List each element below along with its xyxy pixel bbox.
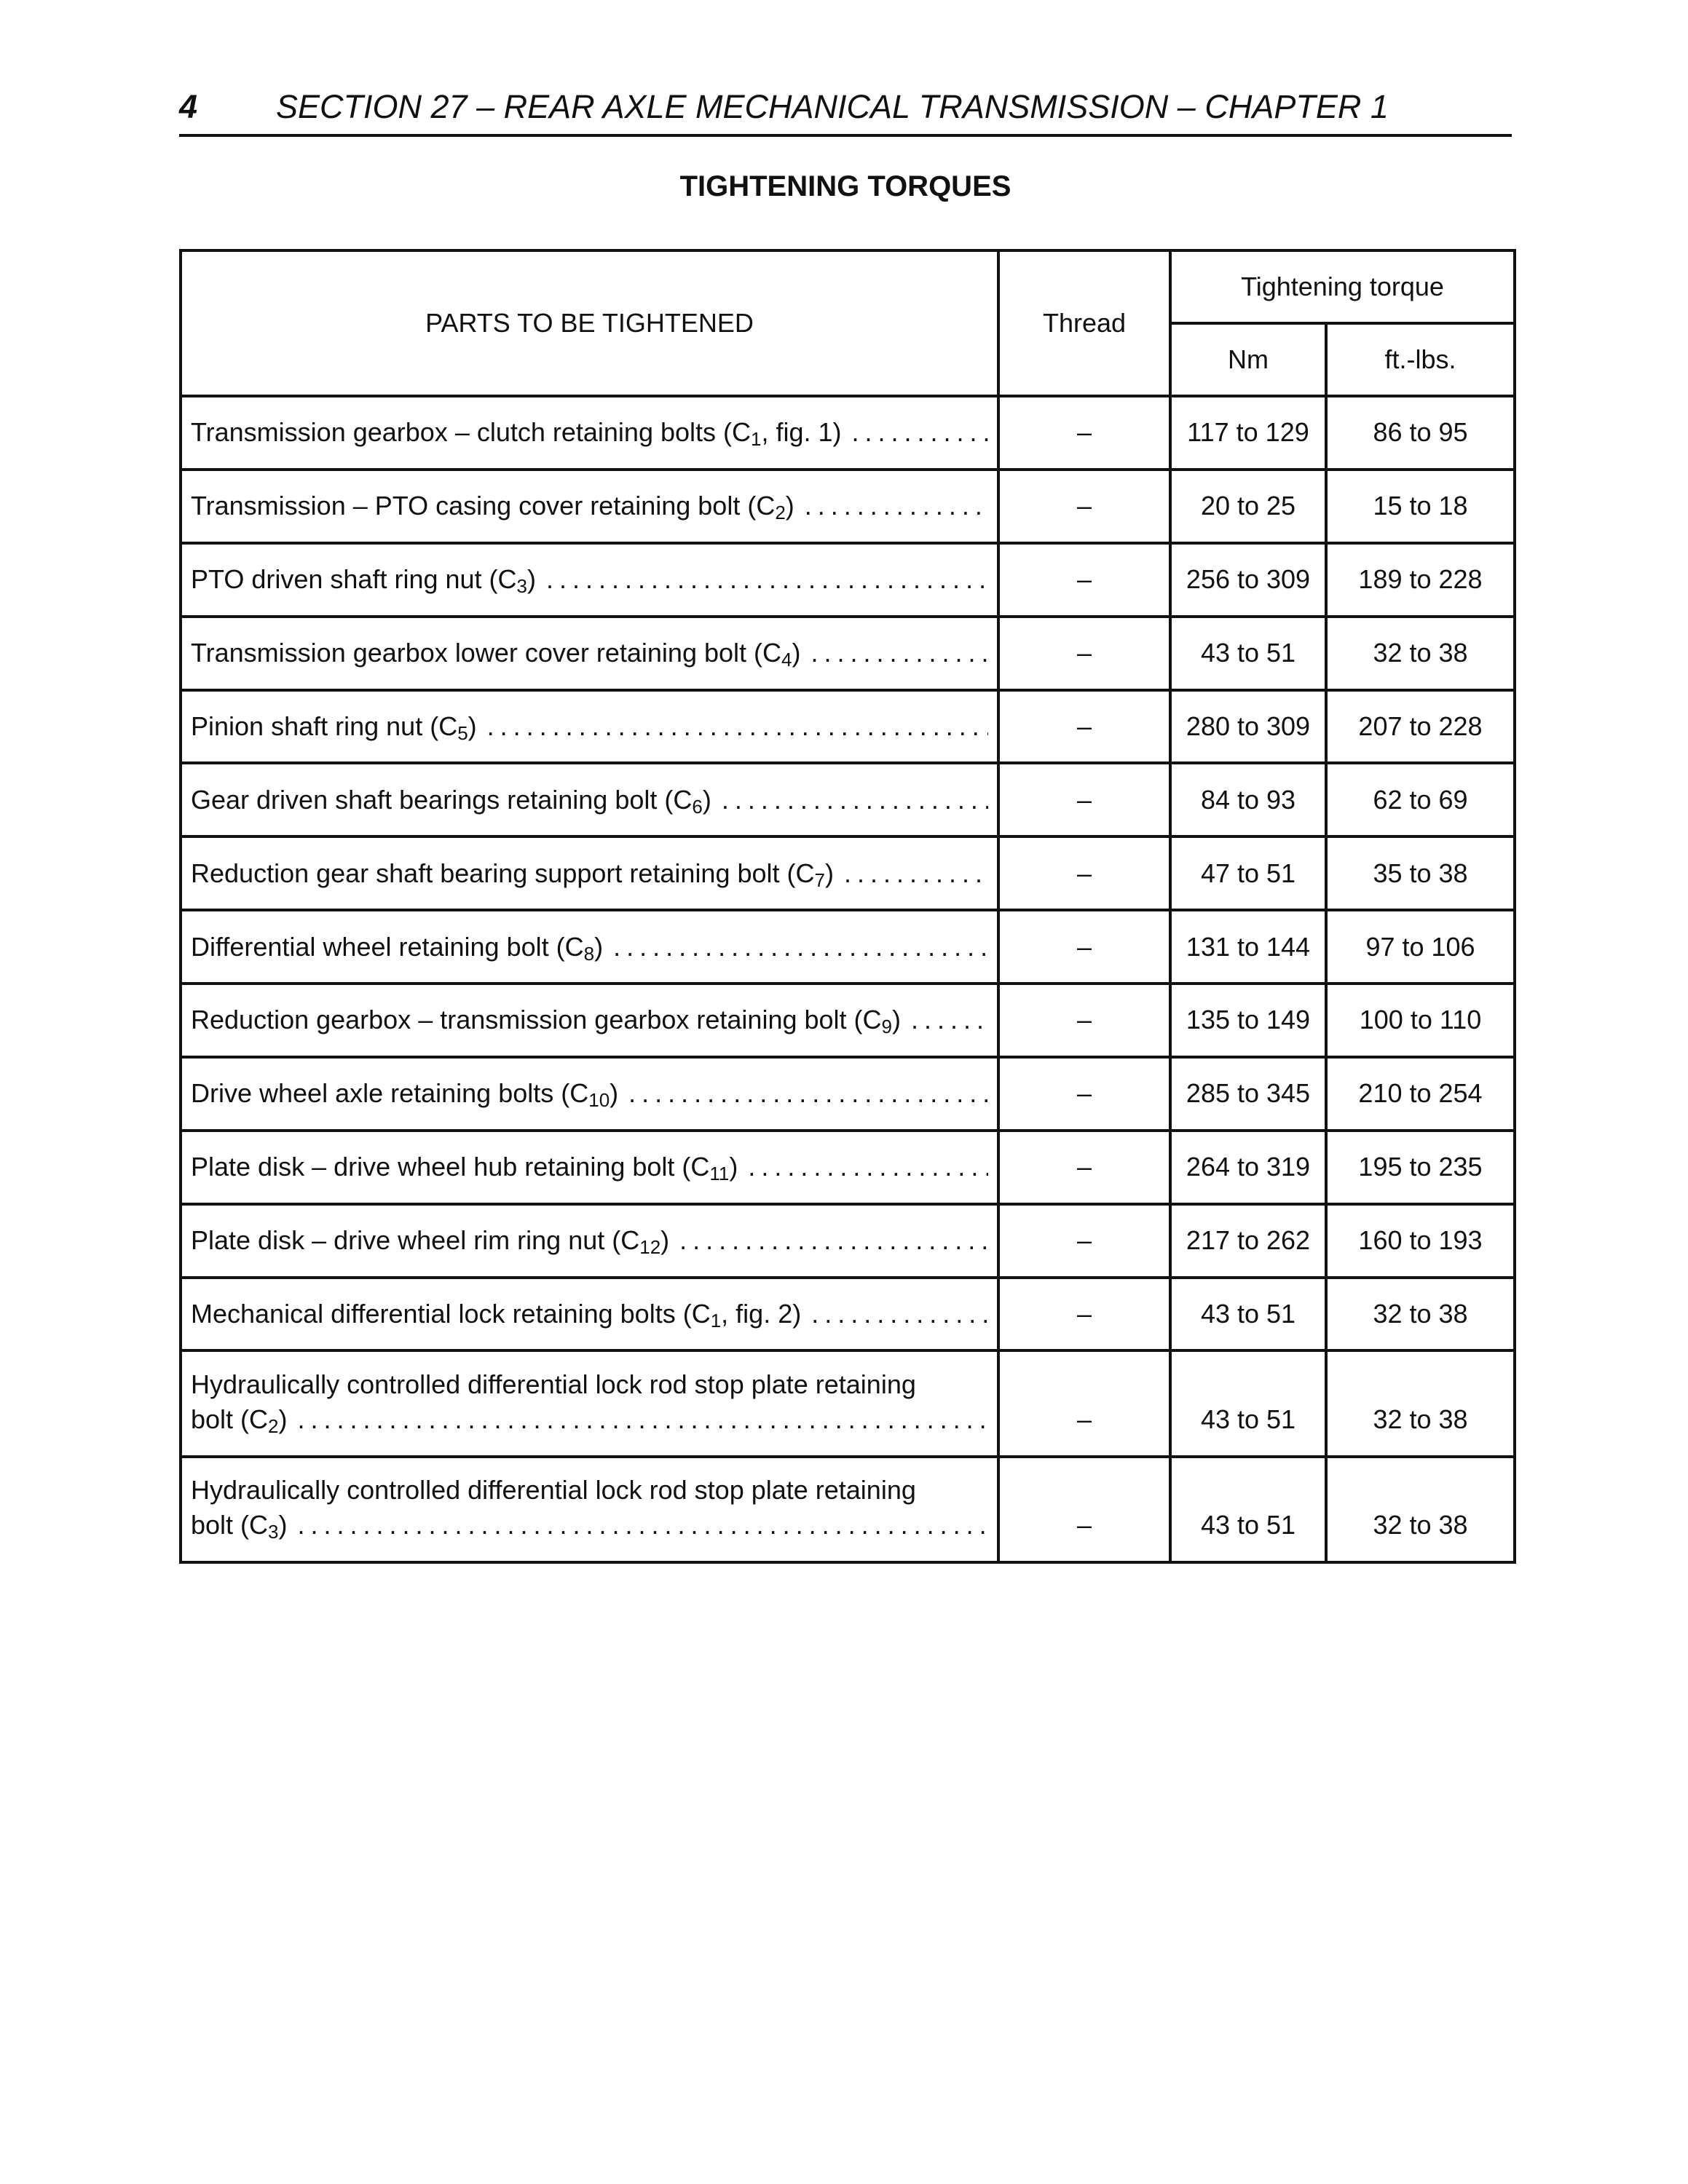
part-subscript: 11 xyxy=(709,1163,730,1183)
page-header xyxy=(179,88,1512,137)
ftlbs-cell: 195 to 235 xyxy=(1326,1131,1515,1204)
ftlbs-cell: 86 to 95 xyxy=(1326,396,1515,470)
part-text-end: ) xyxy=(278,1404,288,1434)
part-cell xyxy=(181,1131,998,1204)
part-line xyxy=(191,711,988,742)
part-description xyxy=(191,1152,738,1182)
thread-cell: – xyxy=(998,690,1170,764)
part-cell xyxy=(181,470,998,543)
part-text-end: ) xyxy=(729,1152,738,1182)
ftlbs-cell: 32 to 38 xyxy=(1326,617,1515,690)
dot-leader xyxy=(738,1152,988,1182)
part-line xyxy=(191,1225,988,1256)
part-subscript: 3 xyxy=(516,575,527,596)
part-text: Transmission gearbox – clutch retaining bolts (C xyxy=(191,417,752,448)
nm-cell: 43 to 51 xyxy=(1170,1278,1326,1351)
part-line xyxy=(191,1005,988,1035)
part-text-end: ) xyxy=(527,564,536,595)
nm-cell: 135 to 149 xyxy=(1170,984,1326,1057)
ftlbs-cell: 35 to 38 xyxy=(1326,836,1515,910)
header-thread: Thread xyxy=(998,250,1170,396)
thread-cell: – xyxy=(998,1457,1170,1562)
part-subscript: 7 xyxy=(814,869,825,889)
table-row xyxy=(181,836,1515,910)
nm-cell: 264 to 319 xyxy=(1170,1131,1326,1204)
part-subscript: 1 xyxy=(710,1309,722,1329)
nm-cell: 43 to 51 xyxy=(1170,1457,1326,1562)
dot-leader xyxy=(603,932,988,962)
part-text-end: ) xyxy=(824,858,834,888)
part-text: bolt (C xyxy=(191,1510,269,1540)
part-description xyxy=(191,638,800,668)
thread-cell: – xyxy=(998,396,1170,470)
part-subscript: 1 xyxy=(751,428,762,448)
part-text: Transmission – PTO casing cover retaining bolt (C xyxy=(191,491,776,521)
part-text: Mechanical differential lock retaining bolts (C xyxy=(191,1298,711,1329)
thread-cell: – xyxy=(998,470,1170,543)
nm-cell: 117 to 129 xyxy=(1170,396,1326,470)
part-text: Differential wheel retaining bolt (C xyxy=(191,931,584,962)
ftlbs-cell: 207 to 228 xyxy=(1326,690,1515,764)
header-tightening-torque: Tightening torque xyxy=(1170,250,1515,323)
thread-cell: – xyxy=(998,1350,1170,1456)
part-line xyxy=(191,564,988,595)
part-text-end: ) xyxy=(702,784,711,815)
ftlbs-cell: 32 to 38 xyxy=(1326,1278,1515,1351)
table-body xyxy=(181,396,1515,1562)
part-subscript: 8 xyxy=(583,942,595,962)
part-cell xyxy=(181,1350,998,1456)
nm-cell: 20 to 25 xyxy=(1170,470,1326,543)
dot-leader xyxy=(669,1225,988,1256)
table-row xyxy=(181,470,1515,543)
table-row xyxy=(181,1350,1515,1456)
thread-cell: – xyxy=(998,1131,1170,1204)
part-cell xyxy=(181,396,998,470)
part-line xyxy=(191,1152,988,1182)
part-cell xyxy=(181,617,998,690)
page-heading: TIGHTENING TORQUES xyxy=(679,170,1011,202)
part-line xyxy=(191,858,988,889)
part-cell xyxy=(181,1278,998,1351)
part-text-end: ) xyxy=(660,1225,670,1256)
part-line1: Hydraulically controlled differential lock rod stop plate retaining xyxy=(191,1475,916,1505)
part-subscript: 4 xyxy=(781,649,792,669)
dot-leader xyxy=(477,711,988,742)
thread-cell: – xyxy=(998,836,1170,910)
part-cell xyxy=(181,690,998,764)
table-row xyxy=(181,396,1515,470)
dot-leader xyxy=(794,491,988,521)
table-row xyxy=(181,690,1515,764)
part-text: Pinion shaft ring nut (C xyxy=(191,711,458,741)
part-cell xyxy=(181,910,998,984)
section-title: SECTION 27 – REAR AXLE MECHANICAL TRANSMISSION – CHAPTER 1 xyxy=(276,88,1389,125)
part-line1: Hydraulically controlled differential lock rod stop plate retaining xyxy=(191,1369,916,1399)
part-description xyxy=(191,858,834,889)
part-text-end: ) xyxy=(785,491,794,521)
header-nm: Nm xyxy=(1170,323,1326,396)
part-cell xyxy=(181,1057,998,1131)
part-line xyxy=(191,1404,988,1435)
ftlbs-cell: 210 to 254 xyxy=(1326,1057,1515,1131)
dot-leader xyxy=(711,785,988,815)
part-text-end: , fig. 2) xyxy=(721,1298,802,1329)
table-row xyxy=(181,1057,1515,1131)
nm-cell: 256 to 309 xyxy=(1170,543,1326,617)
part-line xyxy=(191,491,988,521)
thread-cell: – xyxy=(998,1204,1170,1278)
part-text: Plate disk – drive wheel rim ring nut (C xyxy=(191,1225,640,1256)
thread-cell: – xyxy=(998,617,1170,690)
table-row xyxy=(181,543,1515,617)
part-description xyxy=(191,1005,901,1035)
nm-cell: 43 to 51 xyxy=(1170,1350,1326,1456)
thread-cell: – xyxy=(998,1278,1170,1351)
part-text: Plate disk – drive wheel hub retaining bolt (C xyxy=(191,1152,710,1182)
part-cell xyxy=(181,1457,998,1562)
part-line xyxy=(191,638,988,668)
part-text: PTO driven shaft ring nut (C xyxy=(191,564,517,595)
torque-table xyxy=(179,249,1516,1564)
page-number: 4 xyxy=(179,88,198,125)
thread-cell: – xyxy=(998,763,1170,836)
dot-leader xyxy=(288,1510,989,1540)
dot-leader xyxy=(801,1299,988,1329)
table-row xyxy=(181,910,1515,984)
ftlbs-cell: 32 to 38 xyxy=(1326,1350,1515,1456)
part-text: Gear driven shaft bearings retaining bolt (C xyxy=(191,784,693,815)
table-row xyxy=(181,1204,1515,1278)
part-description xyxy=(191,1404,288,1435)
part-text-end: ) xyxy=(792,638,801,668)
thread-cell: – xyxy=(998,984,1170,1057)
part-text: Drive wheel axle retaining bolts (C xyxy=(191,1078,589,1109)
part-text-end: ) xyxy=(891,1005,901,1035)
part-text-end: ) xyxy=(610,1078,619,1109)
table-row xyxy=(181,1457,1515,1562)
part-text: Reduction gear shaft bearing support retaining bolt (C xyxy=(191,858,815,888)
ftlbs-cell: 189 to 228 xyxy=(1326,543,1515,617)
ftlbs-cell: 97 to 106 xyxy=(1326,910,1515,984)
thread-cell: – xyxy=(998,543,1170,617)
nm-cell: 217 to 262 xyxy=(1170,1204,1326,1278)
part-description xyxy=(191,932,603,962)
ftlbs-cell: 100 to 110 xyxy=(1326,984,1515,1057)
part-line xyxy=(191,785,988,815)
part-line xyxy=(191,932,988,962)
table-row xyxy=(181,984,1515,1057)
part-description xyxy=(191,1510,288,1540)
nm-cell: 43 to 51 xyxy=(1170,617,1326,690)
part-description xyxy=(191,564,536,595)
part-text: Reduction gearbox – transmission gearbox retaining bolt (C xyxy=(191,1005,882,1035)
dot-leader xyxy=(901,1005,988,1035)
dot-leader xyxy=(800,638,988,668)
table-row xyxy=(181,1278,1515,1351)
part-cell xyxy=(181,836,998,910)
part-line xyxy=(191,417,988,448)
part-line xyxy=(191,1510,988,1540)
ftlbs-cell: 15 to 18 xyxy=(1326,470,1515,543)
part-subscript: 2 xyxy=(268,1415,279,1435)
header-ftlbs: ft.-lbs. xyxy=(1326,323,1515,396)
part-subscript: 2 xyxy=(775,502,786,522)
dot-leader xyxy=(288,1404,989,1435)
part-subscript: 12 xyxy=(639,1236,661,1257)
part-text-end: ) xyxy=(468,711,477,741)
part-subscript: 9 xyxy=(881,1016,892,1036)
part-text: bolt (C xyxy=(191,1404,269,1434)
table-row xyxy=(181,1131,1515,1204)
part-description xyxy=(191,711,477,742)
nm-cell: 285 to 345 xyxy=(1170,1057,1326,1131)
thread-cell: – xyxy=(998,1057,1170,1131)
part-cell xyxy=(181,763,998,836)
part-text: Transmission gearbox lower cover retaining bolt (C xyxy=(191,638,782,668)
nm-cell: 131 to 144 xyxy=(1170,910,1326,984)
part-description xyxy=(191,1299,801,1329)
part-cell xyxy=(181,1204,998,1278)
ftlbs-cell: 160 to 193 xyxy=(1326,1204,1515,1278)
dot-leader xyxy=(842,417,988,448)
part-description xyxy=(191,1225,669,1256)
table-row xyxy=(181,617,1515,690)
part-description xyxy=(191,491,794,521)
part-subscript: 6 xyxy=(692,795,703,815)
part-subscript: 10 xyxy=(588,1089,610,1109)
part-description xyxy=(191,1078,618,1109)
dot-leader xyxy=(834,858,988,889)
thread-cell: – xyxy=(998,910,1170,984)
dot-leader xyxy=(536,564,988,595)
part-description xyxy=(191,785,711,815)
ftlbs-cell: 32 to 38 xyxy=(1326,1457,1515,1562)
nm-cell: 84 to 93 xyxy=(1170,763,1326,836)
ftlbs-cell: 62 to 69 xyxy=(1326,763,1515,836)
part-text-end: ) xyxy=(594,931,604,962)
part-description xyxy=(191,417,842,448)
part-text-end: ) xyxy=(278,1510,288,1540)
part-cell xyxy=(181,543,998,617)
part-subscript: 5 xyxy=(457,721,468,742)
dot-leader xyxy=(618,1078,988,1109)
nm-cell: 47 to 51 xyxy=(1170,836,1326,910)
nm-cell: 280 to 309 xyxy=(1170,690,1326,764)
part-line xyxy=(191,1299,988,1329)
table-row xyxy=(181,763,1515,836)
part-subscript: 3 xyxy=(268,1521,279,1540)
header-parts: PARTS TO BE TIGHTENED xyxy=(181,250,998,396)
part-cell xyxy=(181,984,998,1057)
part-text-end: , fig. 1) xyxy=(761,417,842,448)
part-line xyxy=(191,1078,988,1109)
